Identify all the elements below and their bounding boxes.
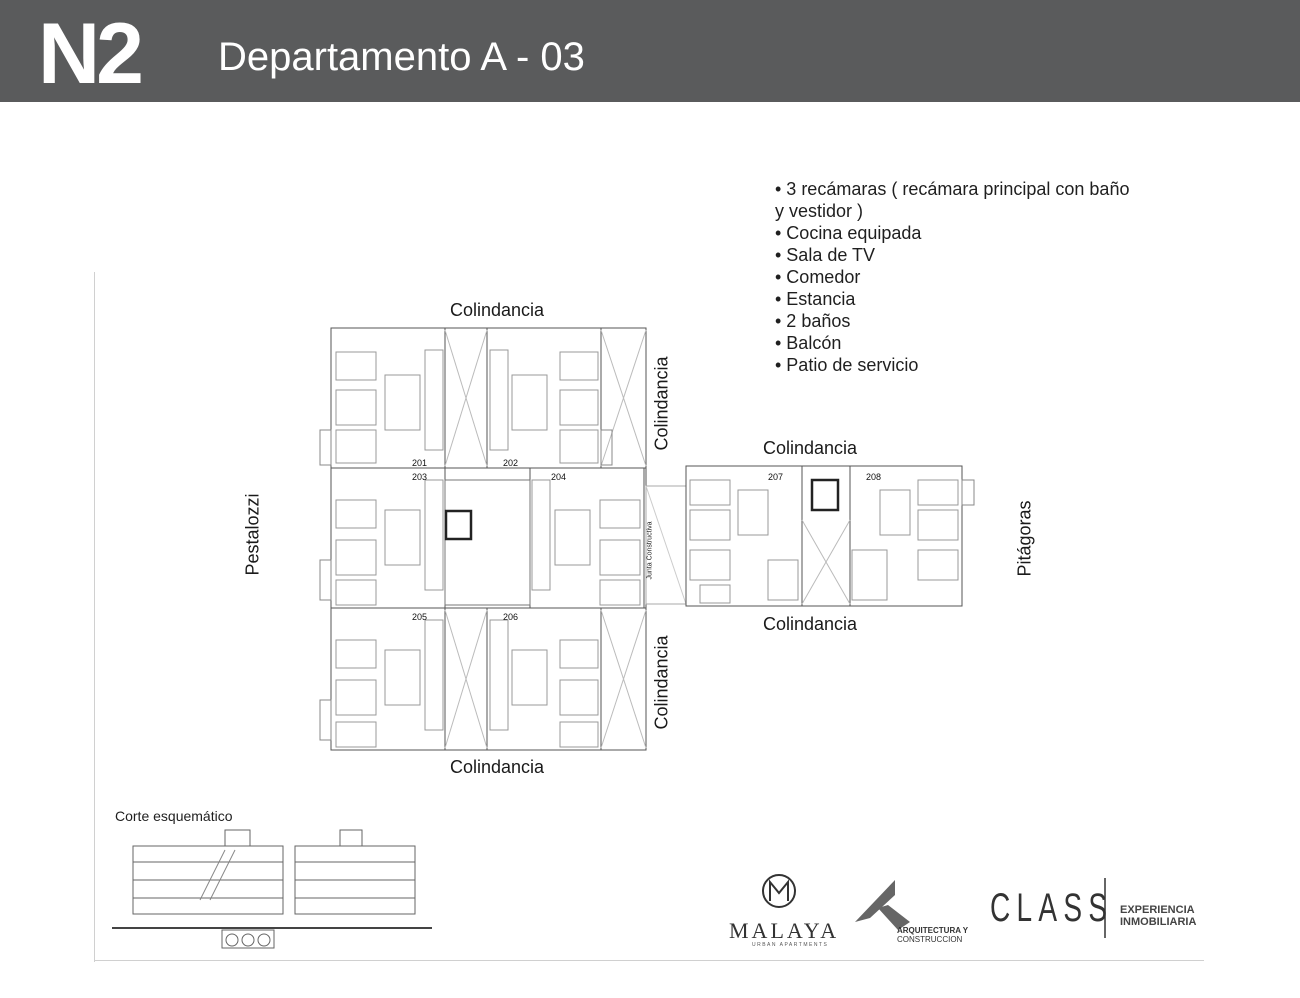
class-logo-subtext-1: EXPERIENCIA bbox=[1120, 904, 1195, 916]
malaya-logo-mark bbox=[763, 875, 795, 907]
unit-205-plan bbox=[331, 608, 445, 750]
unit-208-plan bbox=[850, 466, 962, 606]
colindancia-vertical-top: Colindancia bbox=[651, 356, 672, 451]
unit-label: 204 bbox=[551, 472, 567, 482]
arq-logo-mark bbox=[855, 880, 910, 930]
unit-label: 208 bbox=[866, 472, 882, 482]
feature-item: • Sala de TV bbox=[775, 245, 876, 265]
feature-item: • Balcón bbox=[775, 333, 842, 353]
feature-item: • Comedor bbox=[775, 267, 861, 287]
malaya-logo-subtext: URBAN APARTMENTS bbox=[752, 942, 829, 948]
unit-label: 202 bbox=[503, 458, 519, 468]
unit-label: 203 bbox=[412, 472, 428, 482]
unit-label: 206 bbox=[503, 612, 519, 622]
section-drawing bbox=[112, 830, 432, 948]
feature-item: • 2 baños bbox=[775, 311, 851, 331]
arq-logo-text-2: CONSTRUCCION bbox=[897, 935, 963, 944]
left-block-outline bbox=[331, 328, 646, 750]
arq-logo-text-1: ARQUITECTURA Y bbox=[897, 926, 969, 935]
malaya-logo-text: MALAYA bbox=[729, 918, 840, 943]
feature-item: • Estancia bbox=[775, 289, 856, 309]
class-logo-text: CLASS bbox=[990, 886, 1114, 930]
level-label: N2 bbox=[38, 6, 140, 102]
unit-203-plan bbox=[331, 468, 445, 608]
colindancia-bottom-right: Colindancia bbox=[763, 614, 858, 634]
colindancia-top-right: Colindancia bbox=[763, 438, 858, 458]
street-pitagoras: Pitágoras bbox=[1014, 500, 1035, 577]
unit-202-plan bbox=[487, 328, 601, 468]
colindancia-vertical-bottom: Colindancia bbox=[651, 635, 672, 730]
unit-204-plan bbox=[530, 468, 644, 608]
unit-label: 205 bbox=[412, 612, 428, 622]
feature-item: • Patio de servicio bbox=[775, 355, 919, 375]
junta-constructiva: Junta Constructiva bbox=[646, 521, 654, 580]
colindancia-top-left: Colindancia bbox=[450, 300, 545, 320]
unit-label: 207 bbox=[768, 472, 784, 482]
page-title: Departamento A - 03 bbox=[218, 35, 585, 79]
unit-206-plan bbox=[487, 608, 601, 750]
feature-item: • Cocina equipada bbox=[775, 223, 922, 243]
class-logo-subtext-2: INMOBILIARIA bbox=[1120, 916, 1197, 928]
street-pestalozzi: Pestalozzi bbox=[242, 493, 263, 576]
section-label: Corte esquemático bbox=[115, 808, 233, 824]
feature-item: • 3 recámaras ( recámara principal con baño y vestidor ) bbox=[775, 179, 1130, 221]
unit-label: 201 bbox=[412, 458, 428, 468]
colindancia-bottom-left: Colindancia bbox=[450, 757, 545, 777]
unit-201-plan bbox=[331, 328, 445, 468]
